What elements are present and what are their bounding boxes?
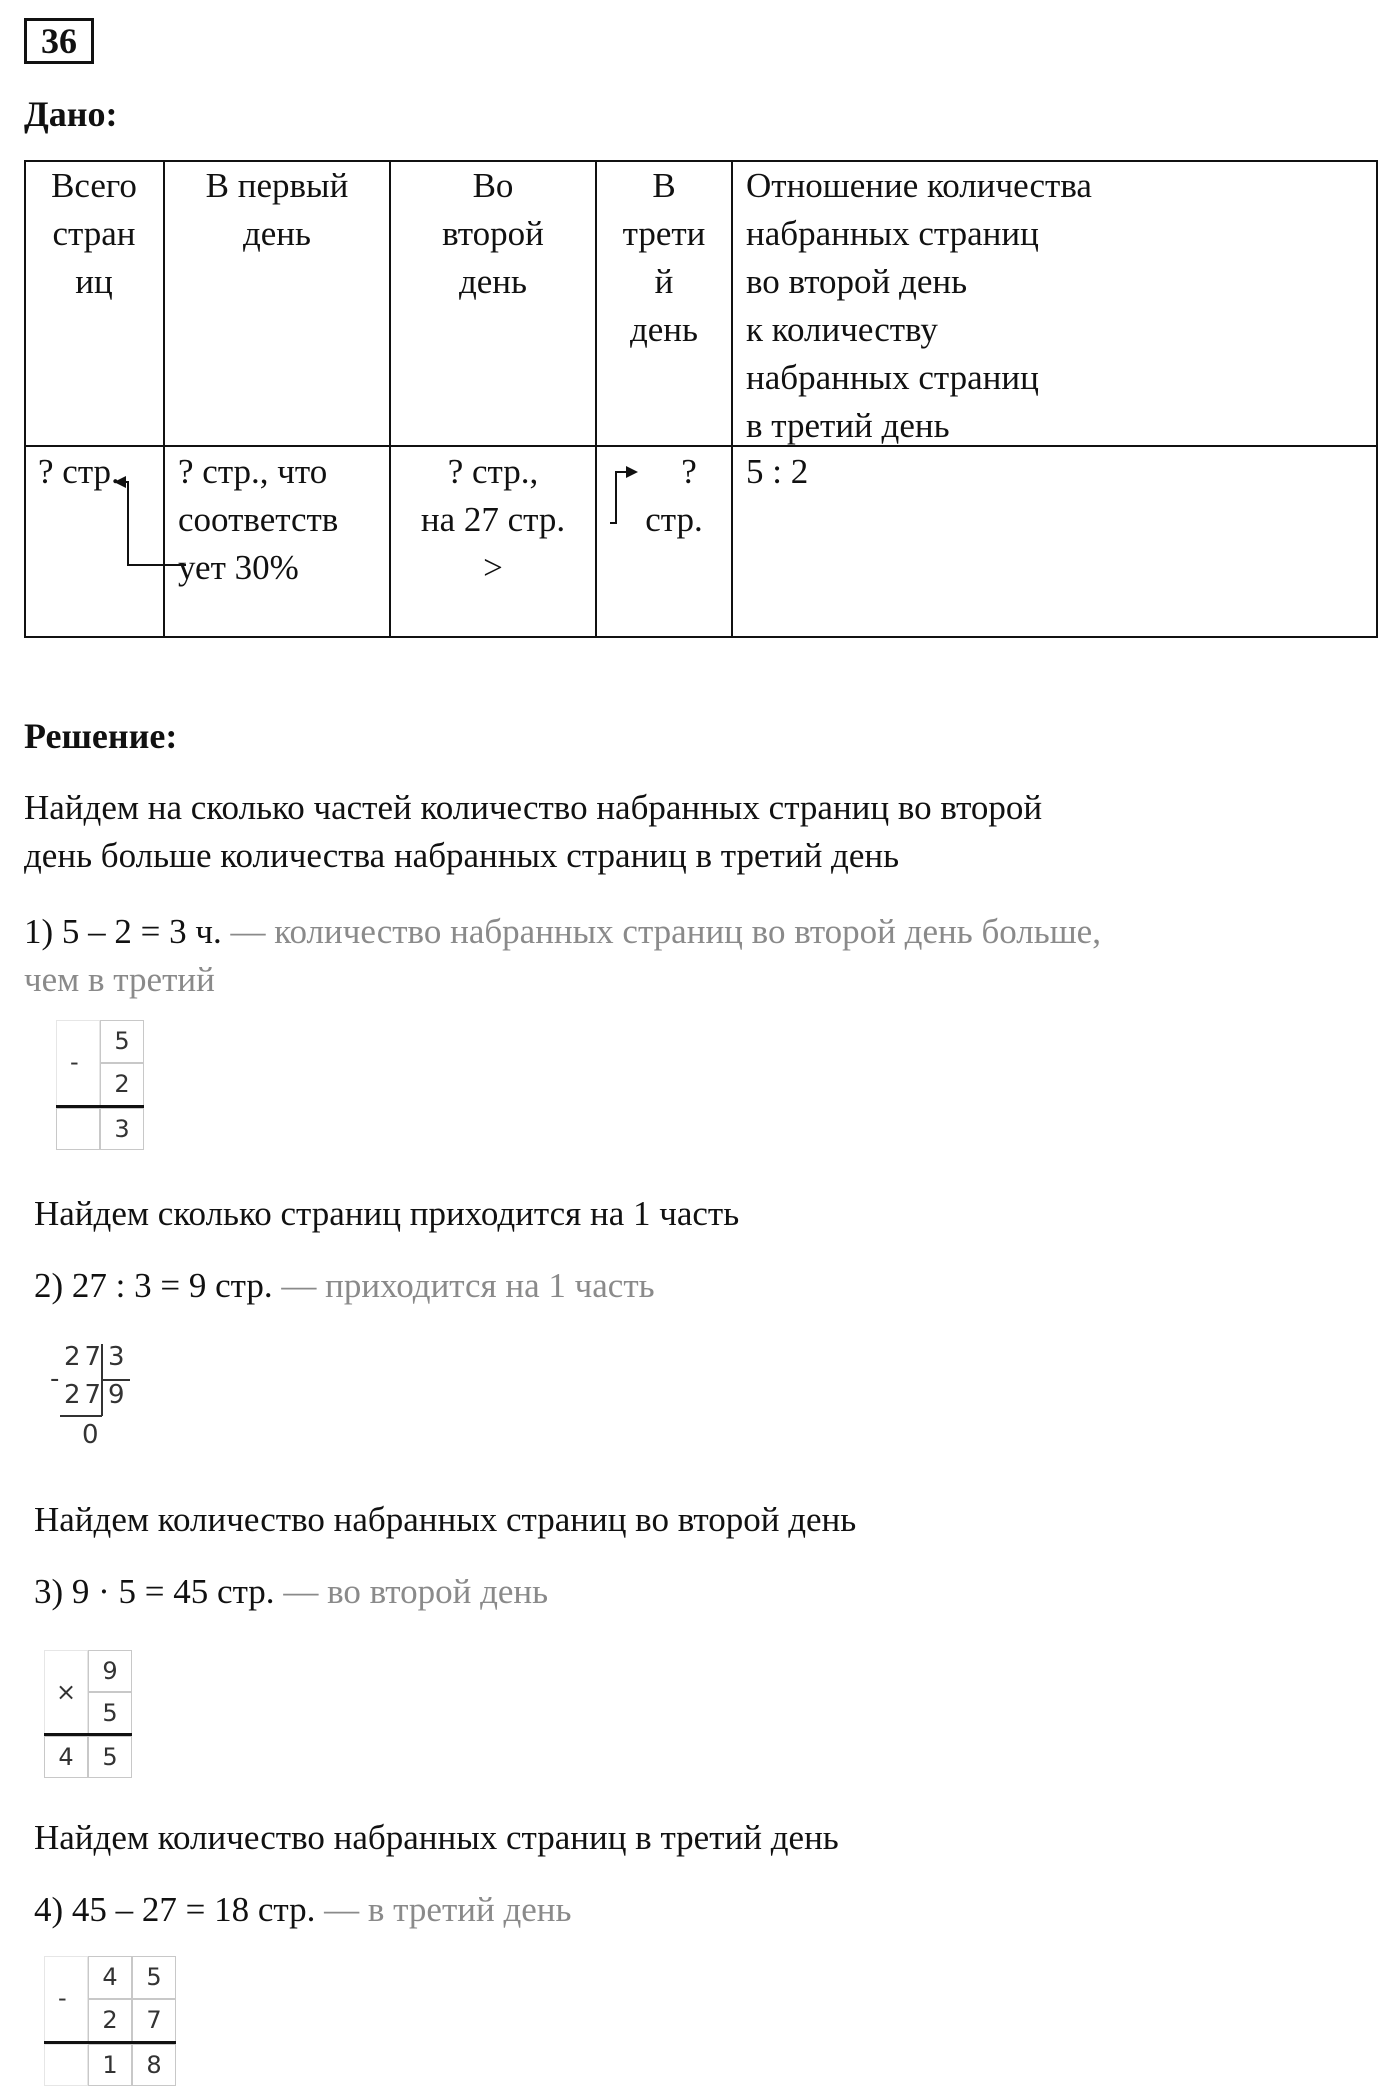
- grid-cell: 5: [100, 1020, 144, 1063]
- value-day1: ? стр., что соответств ует 30%: [178, 452, 339, 587]
- step-4-comment: — в третий день: [315, 1890, 572, 1929]
- divisor: 3: [108, 1342, 125, 1372]
- step-2-comment: — приходится на 1 часть: [272, 1266, 655, 1305]
- header-day3: В трети й день: [622, 166, 706, 349]
- step-3-equation: 3) 9 · 5 = 45 стр.: [34, 1572, 275, 1611]
- grid-cell: 5: [88, 1692, 132, 1734]
- header-total: Всего стран иц: [51, 166, 137, 301]
- value-ratio: 5 : 2: [746, 452, 809, 491]
- given-table: [24, 160, 1378, 638]
- grid-cell: 7: [132, 1999, 176, 2042]
- grid-cell: 1: [88, 2044, 132, 2086]
- minus-sign: -: [70, 1048, 79, 1076]
- step-2-equation: 2) 27 : 3 = 9 стр.: [34, 1266, 273, 1305]
- grid-cell: 4: [88, 1956, 132, 1999]
- step-3-comment: — во второй день: [274, 1572, 549, 1611]
- step-3: [34, 1568, 548, 1616]
- dividend: 27: [64, 1342, 106, 1372]
- minus-sign: -: [50, 1364, 60, 1394]
- grid-cell: 2: [88, 1999, 132, 2042]
- header-day2: Во второй день: [442, 166, 544, 301]
- times-sign: ×: [56, 1678, 77, 1706]
- step-2-intro: Найдем сколько страниц приходится на 1 часть: [34, 1194, 740, 1233]
- minus-sign: -: [58, 1984, 67, 2012]
- grid-cell: 4: [44, 1736, 88, 1778]
- solution-heading: Решение:: [24, 716, 178, 756]
- step-1-equation: 1) 5 – 2 = 3 ч.: [24, 912, 222, 951]
- value-total: ? стр.: [38, 452, 120, 491]
- step-2: [34, 1262, 655, 1310]
- grid-cell: [56, 1108, 100, 1150]
- header-day1: В первый день: [205, 166, 349, 253]
- grid-cell: 5: [132, 1956, 176, 1999]
- solution-intro: Найдем на сколько частей количество набранных страниц во второй день больше количества набранных страниц в третий день: [24, 788, 1043, 875]
- step-3-intro: Найдем количество набранных страниц во второй день: [34, 1500, 857, 1539]
- header-ratio: Отношение количества набранных страниц во второй день к количеству набранных страниц в третий день: [746, 166, 1092, 445]
- value-day2: ? стр., на 27 стр. >: [420, 452, 566, 587]
- step-4-equation: 4) 45 – 27 = 18 стр.: [34, 1890, 316, 1929]
- step-4-intro: Найдем количество набранных страниц в третий день: [34, 1818, 839, 1857]
- subtrahend: 27: [64, 1380, 106, 1410]
- step-1-comment-cont: чем в третий: [24, 960, 215, 999]
- step-1: [24, 908, 1101, 1004]
- grid-cell: 3: [100, 1108, 144, 1150]
- quotient: 9: [108, 1380, 125, 1410]
- step-1-comment: — количество набранных страниц во второй день больше,: [221, 912, 1101, 951]
- grid-cell: 5: [88, 1736, 132, 1778]
- given-heading: Дано:: [24, 94, 118, 134]
- step-3-column-multiplication: [44, 1650, 132, 1778]
- grid-cell: 8: [132, 2044, 176, 2086]
- step-1-column-subtraction: [56, 1020, 144, 1150]
- step-4-column-subtraction: [44, 1956, 176, 2086]
- grid-cell: 2: [100, 1063, 144, 1106]
- step-4: [34, 1886, 571, 1934]
- task-number: 36: [24, 18, 94, 64]
- value-day3: ? стр.: [645, 452, 703, 539]
- remainder: 0: [82, 1420, 99, 1450]
- step-2-long-division: [48, 1340, 148, 1456]
- grid-cell: 9: [88, 1650, 132, 1692]
